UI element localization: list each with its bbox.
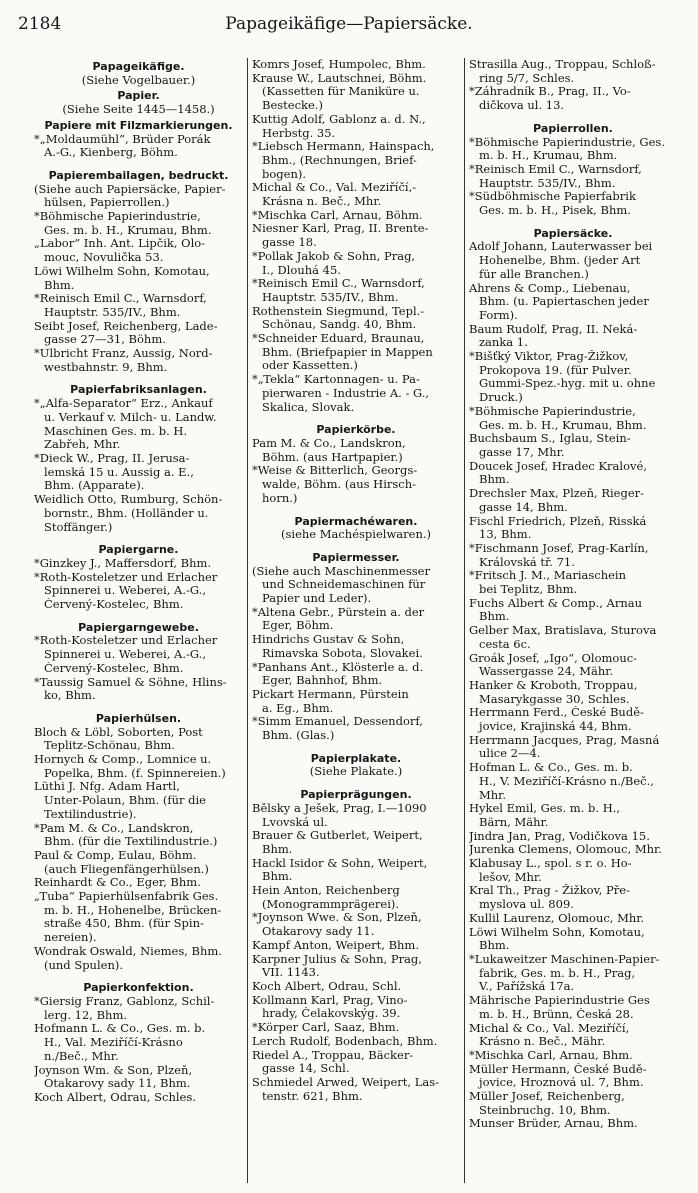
entry-line: „Labor“ Inh. Ant. Lipčik, Olo- — [34, 237, 206, 251]
entry-line: Paul & Comp, Eulau, Böhm. — [34, 848, 197, 862]
entry-line: Bestecke.) — [262, 99, 323, 113]
entry-line: *Taussig Samuel & Söhne, Hlins- — [34, 675, 227, 689]
entry-line: Červený-Kostelec, Bhm. — [44, 661, 184, 675]
entry-line: Jurenka Clemens, Olomouc, Mhr. — [469, 843, 662, 857]
section-heading: Papiersäcke. — [533, 226, 613, 240]
entry-line: I., Dlouhá 45. — [262, 263, 341, 277]
entry-line: Bhm. (u. Papiertaschen jeder — [479, 295, 649, 309]
entry-line: Weidlich Otto, Rumburg, Schön- — [34, 493, 223, 507]
entry-line: Bělsky a Ješek, Prag, I.—1090 — [252, 801, 427, 815]
entry-line: Munser Brüder, Arnau, Bhm. — [469, 1117, 638, 1131]
entry-line: Herrmann Ferd., České Budě- — [469, 706, 644, 720]
entry-line: Bhm., (Rechnungen, Brief- — [262, 153, 417, 167]
entry-line: Druck.) — [479, 391, 523, 405]
entry-line: Bloch & Löbl, Soborten, Post — [34, 725, 203, 739]
section-heading: Papageikäfige. — [92, 60, 185, 73]
entry-line: *Fischmann Josef, Prag-Karlín, — [469, 541, 649, 555]
entry-line: Bhm. — [479, 939, 510, 953]
section-heading: Papiermachéwaren. — [294, 514, 418, 528]
entry-line: Doucek Josef, Hradec Kralové, — [469, 459, 647, 473]
entry-line: Eger, Böhm. — [262, 619, 334, 633]
entry-line: Gummi-Spez.-hyg. mit u. ohne — [479, 377, 656, 391]
entry-line: Bhm. — [479, 473, 510, 487]
entry-line: Pickart Hermann, Pürstein — [252, 687, 409, 701]
entry-line: *Ginzkey J., Maffersdorf, Bhm. — [34, 556, 212, 570]
entry-line: *Reinisch Emil C., Warnsdorf, — [469, 162, 642, 176]
entry-line: fabrik, Ges. m. b. H., Prag, — [479, 966, 636, 980]
entry-line: Kullil Laurenz, Olomouc, Mhr. — [469, 911, 645, 925]
entry-line: (Siehe auch Papiersäcke, Papier- — [34, 182, 226, 196]
entry-line: Klabusay L., spol. s r. o. Ho- — [469, 857, 632, 871]
entry-line: Bhm. (Briefpapier in Mappen — [262, 345, 433, 359]
entry-line: *Liebsch Hermann, Hainspach, — [252, 140, 435, 154]
entry-line: Bhm. — [262, 870, 293, 884]
entry-line: jovice, Hroznová ul. 7, Bhm. — [479, 1076, 644, 1090]
section-heading: Papiergarne. — [98, 543, 179, 557]
entry-line: Hackl Isidor & Sohn, Weipert, — [252, 856, 428, 870]
entry-line: *Panhans Ant., Klösterle a. d. — [252, 660, 424, 674]
entry-line: Fuchs Albert & Comp., Arnau — [469, 596, 643, 610]
entry-line: Spinnerei u. Weberei, A.-G., — [44, 648, 206, 662]
section-heading: Papierplakate. — [310, 751, 402, 765]
entry-line: Brauer & Gutberlet, Weipert, — [252, 829, 423, 843]
entry-line: *Reinisch Emil C., Warnsdorf, — [34, 292, 207, 306]
entry-line: *Fritsch J. M., Mariaschein — [469, 569, 627, 583]
entry-line: Bhm. (Glas.) — [262, 729, 335, 743]
entry-line: n./Beč., Mhr. — [44, 1049, 119, 1063]
entry-line: Otakarovy sady 11, Bhm. — [44, 1077, 191, 1091]
entry-line: Koch Albert, Odrau, Schles. — [34, 1090, 196, 1104]
entry-line: Herbstg. 35. — [262, 126, 336, 140]
entry-line: *Körper Carl, Saaz, Bhm. — [252, 1021, 400, 1035]
entry-line: *Mischka Carl, Arnau, Bhm. — [469, 1048, 633, 1062]
entry-line: cesta 6c. — [479, 637, 531, 651]
entry-line: ulice 2—4. — [479, 747, 541, 761]
section-heading: Papierfabriksanlagen. — [70, 383, 207, 397]
entry-line: nereien). — [44, 931, 97, 945]
entry-line: Komrs Josef, Humpolec, Bhm. — [252, 58, 426, 71]
entry-line: lemská 15 u. Aussig a. E., — [44, 465, 194, 479]
entry-line: Unter-Polaun, Bhm. (für die — [44, 794, 206, 808]
entry-line: Lerch Rudolf, Bodenbach, Bhm. — [252, 1034, 438, 1048]
entry-line: und Schneidemaschinen für — [262, 578, 426, 592]
entry-line: Spinnerei u. Weberei, A.-G., — [44, 584, 206, 598]
entry-line: Lüthi J. Nfg. Adam Hartl, — [34, 780, 180, 794]
column-middle — [247, 58, 464, 1183]
entry-line: Fischl Friedrich, Plzeň, Risská — [469, 514, 647, 528]
entry-line: mouc, Novulička 53. — [44, 251, 164, 265]
entry-line: Hofmann L. & Co., Ges. m. b. — [34, 1022, 206, 1036]
section-heading: Papierrollen. — [533, 121, 613, 135]
entry-line: Teplitz-Schönau, Bhm. — [44, 739, 175, 753]
entry-line: Riedel A., Troppau, Bäcker- — [252, 1048, 414, 1062]
entry-line: straße 450, Bhm. (für Spin- — [44, 917, 204, 931]
entry-line: Löwi Wilhelm Sohn, Komotau, — [469, 925, 645, 939]
entry-line: Baum Rudolf, Prag, II. Neká- — [469, 322, 638, 336]
entry-line: Skalica, Slovak. — [262, 400, 355, 414]
entry-line: *Mischka Carl, Arnau, Böhm. — [252, 208, 423, 222]
entry-line: lešov, Mhr. — [479, 870, 542, 884]
entry-line: Stoffänger.) — [44, 520, 113, 534]
entry-line: m. b. H., Krumau, Bhm. — [479, 149, 618, 163]
entry-line: Mhr. — [479, 788, 507, 802]
entry-line: zanka 1. — [479, 336, 528, 350]
entry-line: lerg. 12, Bhm. — [44, 1008, 128, 1022]
entry-line: (und Spulen). — [44, 958, 123, 972]
entry-line: Krause W., Lautschnei, Böhm. — [252, 71, 427, 85]
entry-line: Müller Hermann, České Budě- — [469, 1062, 647, 1076]
section-heading: Papiergarngewebe. — [78, 620, 199, 634]
entry-line: walde, Böhm. (aus Hirsch- — [262, 478, 416, 492]
column-left — [30, 58, 247, 1183]
entry-line: jovice, Krajinská 44, Bhm. — [479, 720, 632, 734]
entry-line: Wassergasse 24, Mähr. — [479, 665, 614, 679]
entry-line: Maschinen Ges. m. b. H. — [44, 424, 188, 438]
entry-line: Schönau, Sandg. 40, Bhm. — [262, 318, 417, 332]
section-heading: Papiermesser. — [312, 550, 400, 564]
entry-line: Masarykgasse 30, Schles. — [479, 692, 630, 706]
entry-line: ko, Bhm. — [44, 689, 96, 703]
entry-line: Seibt Josef, Reichenberg, Lade- — [34, 319, 218, 333]
entry-line: Zabřeh, Mhr. — [44, 438, 121, 452]
column-right — [464, 58, 681, 1183]
entry-line: hrady, Čelakovskýg. 39. — [262, 1007, 401, 1021]
section-heading: Papierembailagen, bedruckt. — [48, 168, 229, 182]
entry-line: Hauptstr. 535/IV., Bhm. — [44, 305, 181, 319]
entry-line: *Dieck W., Prag, II. Jerusa- — [34, 451, 190, 465]
entry-line: Bärn, Mähr. — [479, 815, 549, 829]
entry-line: gasse 14, Schl. — [262, 1062, 350, 1076]
entry-line: *Roth-Kosteletzer und Erlacher — [34, 570, 218, 584]
entry-line: (siehe Machéspielwaren.) — [281, 528, 431, 542]
entry-line: Rimavska Sobota, Slovakei. — [262, 646, 423, 660]
entry-line: *Simm Emanuel, Dessendorf, — [252, 715, 423, 729]
entry-line: Papier und Leder). — [262, 592, 372, 606]
entry-line: Müller Josef, Reichenberg, — [469, 1090, 625, 1104]
entry-line: Kampf Anton, Weipert, Bhm. — [252, 938, 419, 952]
entry-line: Kollmann Karl, Prag, Vino- — [252, 993, 408, 1007]
entry-line: Kuttig Adolf, Gablonz a. d. N., — [252, 112, 426, 126]
entry-line: Lvovská ul. — [262, 815, 328, 829]
entry-line: Strasilla Aug., Troppau, Schloß- — [469, 58, 656, 71]
entry-line: Koch Albert, Odrau, Schl. — [252, 980, 402, 993]
entry-line: bogen). — [262, 167, 307, 181]
entry-line: Hindrichs Gustav & Sohn, — [252, 633, 405, 647]
entry-line: Karpner Julius & Sohn, Prag, — [252, 952, 422, 966]
entry-line: *Böhmische Papierindustrie, — [34, 210, 201, 224]
entry-line: (auch Fliegenfängerhülsen.) — [44, 862, 209, 876]
entry-line: Joynson Wm. & Son, Plzeň, — [34, 1063, 193, 1077]
entry-line: m. b. H., Hohenelbe, Brücken- — [44, 903, 222, 917]
entry-line: pierwaren - Industrie A. - G., — [262, 386, 430, 400]
entry-line: Pam M. & Co., Landskron, — [252, 436, 406, 450]
entry-line: (Siehe Seite 1445—1458.) — [62, 103, 215, 117]
entry-line: Bhm. — [44, 278, 75, 292]
entry-line: Hohenelbe, Bhm. (jeder Art — [479, 254, 641, 268]
entry-line: *Böhmische Papierindustrie, — [469, 404, 636, 418]
entry-line: bornstr., Bhm. (Holländer u. — [44, 506, 209, 520]
entry-line: Schmiedel Arwed, Weipert, Las- — [252, 1075, 439, 1089]
entry-line: Popelka, Bhm. (f. Spinnereien.) — [44, 766, 226, 780]
entry-line: dičkova ul. 13. — [479, 99, 565, 113]
entry-line: *Südböhmische Papierfabrik — [469, 190, 636, 204]
section-heading: Papier. — [117, 89, 160, 103]
entry-line: Drechsler Max, Plzeň, Rieger- — [469, 487, 645, 501]
entry-line: H., V. Meziříčí-Krásno n./Beč., — [479, 774, 654, 788]
entry-line: Rothenstein Siegmund, Tepl.- — [252, 304, 425, 318]
entry-line: Krásno n. Beč., Mähr. — [479, 1035, 606, 1049]
entry-line: *Bišťký Viktor, Prag-Žižkov, — [469, 350, 629, 364]
entry-line: *Záhradník B., Prag, II., Vo- — [469, 85, 631, 99]
entry-line: Textilindustrie). — [44, 807, 137, 821]
entry-line: u. Verkauf v. Milch- u. Landw. — [44, 410, 217, 424]
page-title: Papageikäfige—Papiersäcke. — [225, 14, 473, 34]
section-heading: Papierprägungen. — [300, 788, 412, 802]
section-heading: Papiere mit Filzmarkierungen. — [44, 118, 233, 132]
entry-line: Hanker & Kroboth, Troppau, — [469, 678, 638, 692]
entry-line: (Siehe auch Maschinenmesser — [252, 564, 430, 578]
entry-line: tenstr. 621, Bhm. — [262, 1089, 363, 1103]
entry-line: Hauptstr. 535/IV., Bhm. — [479, 176, 616, 190]
entry-line: hülsen, Papierrollen.) — [44, 196, 170, 210]
entry-line: Kral Th., Prag - Žižkov, Pře- — [469, 884, 630, 898]
entry-line: VII. 1143. — [262, 966, 320, 980]
entry-line: Form). — [479, 308, 518, 322]
entry-line: (Siehe Vogelbauer.) — [81, 73, 196, 87]
entry-line: Wondrak Oswald, Niemes, Bhm. — [34, 944, 222, 958]
entry-line: 13, Bhm. — [479, 528, 532, 542]
entry-line: Eger, Bahnhof, Bhm. — [262, 674, 383, 688]
entry-line: (Kassetten für Maniküre u. — [262, 85, 420, 99]
entry-line: Bhm. (Apparate). — [44, 479, 145, 493]
entry-line: (Siehe Plakate.) — [309, 765, 403, 779]
entry-line: *Roth-Kosteletzer und Erlacher — [34, 634, 218, 648]
entry-line: Hauptstr. 535/IV., Bhm. — [262, 290, 399, 304]
entry-line: Löwi Wilhelm Sohn, Komotau, — [34, 264, 210, 278]
entry-line: *Pam M. & Co., Landskron, — [34, 821, 194, 835]
entry-line: Gelber Max, Bratislava, Sturova — [469, 624, 657, 638]
entry-line: Otakarovy sady 11. — [262, 925, 375, 939]
entry-line: *Joynson Wwe. & Son, Plzeň, — [252, 911, 422, 925]
entry-line: m. b. H., Brünn, Česká 28. — [479, 1007, 634, 1021]
entry-line: Michal & Co., Val. Meziříčí, — [469, 1021, 630, 1035]
entry-line: Hykel Emil, Ges. m. b. H., — [469, 802, 621, 816]
entry-line: Bhm. (für die Textilindustrie.) — [44, 835, 218, 849]
entry-line: Böhm. (aus Hartpapier.) — [262, 450, 403, 464]
page-header — [0, 14, 698, 40]
entry-line: Bhm. — [479, 610, 510, 624]
entry-line: V., Pařížská 17a. — [479, 980, 575, 994]
entry-line: H., Val. Meziříčí-Krásno — [44, 1036, 183, 1050]
entry-line: *Lukaweitzer Maschinen-Papier- — [469, 953, 660, 966]
entry-line: *Reinisch Emil C., Warnsdorf, — [252, 277, 425, 291]
entry-line: *Giersig Franz, Gablonz, Schil- — [34, 995, 215, 1008]
entry-line: Prokopova 19. (für Pulver. — [479, 363, 632, 377]
entry-line: *„Moldaumühl“, Brüder Porák — [34, 132, 211, 146]
entry-line: *Böhmische Papierindustrie, Ges. — [469, 135, 665, 149]
entry-line: (Monogrammprägerei). — [262, 897, 400, 911]
directory-columns — [30, 58, 682, 1183]
entry-line: Krásna n. Beč., Mhr. — [262, 195, 382, 209]
entry-line: *„Tekla“ Kartonnagen- u. Pa- — [252, 373, 420, 387]
entry-line: Michal & Co., Val. Meziříčí,- — [252, 181, 417, 195]
entry-line: Červený-Kostelec, Bhm. — [44, 598, 184, 612]
entry-line: Ahrens & Comp., Liebenau, — [469, 281, 631, 295]
section-heading: Papierkonfektion. — [83, 981, 194, 995]
entry-line: Steinbruchg. 10, Bhm. — [479, 1103, 611, 1117]
entry-line: gasse 18. — [262, 236, 317, 250]
entry-line: Adolf Johann, Lauterwasser bei — [469, 240, 653, 254]
entry-line: Herrmann Jacques, Prag, Masná — [469, 733, 660, 747]
entry-line: *Weise & Bitterlich, Georgs- — [252, 464, 418, 478]
entry-line: westbahnstr. 9, Bhm. — [44, 360, 168, 374]
entry-line: Hornych & Comp., Lomnice u. — [34, 753, 212, 767]
entry-line: Reinhardt & Co., Eger, Bhm. — [34, 876, 201, 890]
entry-line: ring 5/7, Schles. — [479, 71, 575, 85]
section-heading: Papierkörbe. — [316, 423, 396, 437]
entry-line: Ges. m. b. H., Pisek, Bhm. — [479, 204, 631, 218]
entry-line: Niesner Karl, Prag, II. Brente- — [252, 222, 429, 236]
entry-line: gasse 17, Mhr. — [479, 445, 565, 459]
entry-line: bei Teplitz, Bhm. — [479, 583, 578, 597]
entry-line: für alle Branchen.) — [479, 267, 589, 281]
entry-line: Mährische Papierindustrie Ges — [469, 994, 650, 1008]
entry-line: *Schneider Eduard, Braunau, — [252, 332, 425, 346]
entry-line: *„Alfa-Separator“ Erz., Ankauf — [34, 397, 213, 411]
entry-line: Královská tř. 71. — [479, 555, 575, 569]
entry-line: Buchsbaum S., Iglau, Stein- — [469, 432, 631, 446]
entry-line: Ges. m. b. H., Krumau, Bhm. — [44, 223, 212, 237]
entry-line: Ges. m. b. H., Krumau, Bhm. — [479, 418, 647, 432]
entry-line: *Altena Gebr., Pürstein a. der — [252, 605, 425, 619]
entry-line: gasse 27—31, Böhm. — [44, 333, 166, 347]
entry-line: *Ulbricht Franz, Aussig, Nord- — [34, 347, 213, 361]
entry-line: gasse 14, Bhm. — [479, 500, 568, 514]
entry-line: oder Kassetten.) — [262, 359, 358, 373]
entry-line: a. Eg., Bhm. — [262, 701, 334, 715]
page-number: 2184 — [18, 14, 62, 34]
entry-line: Groák Josef, „Igo“, Olomouc- — [469, 651, 638, 665]
entry-line: Hofman L. & Co., Ges. m. b. — [469, 761, 633, 775]
entry-line: horn.) — [262, 491, 298, 505]
entry-line: *Pollak Jakob & Sohn, Prag, — [252, 249, 416, 263]
section-heading: Papierhülsen. — [95, 711, 182, 725]
entry-line: „Tuba“ Papierhülsenfabrik Ges. — [34, 890, 219, 904]
entry-line: Jindra Jan, Prag, Vodičkova 15. — [469, 829, 650, 843]
entry-line: Bhm. — [262, 842, 293, 856]
entry-line: myslova ul. 809. — [479, 898, 574, 912]
entry-line: A.-G., Kienberg, Böhm. — [44, 146, 178, 160]
entry-line: Hein Anton, Reichenberg — [252, 884, 400, 898]
